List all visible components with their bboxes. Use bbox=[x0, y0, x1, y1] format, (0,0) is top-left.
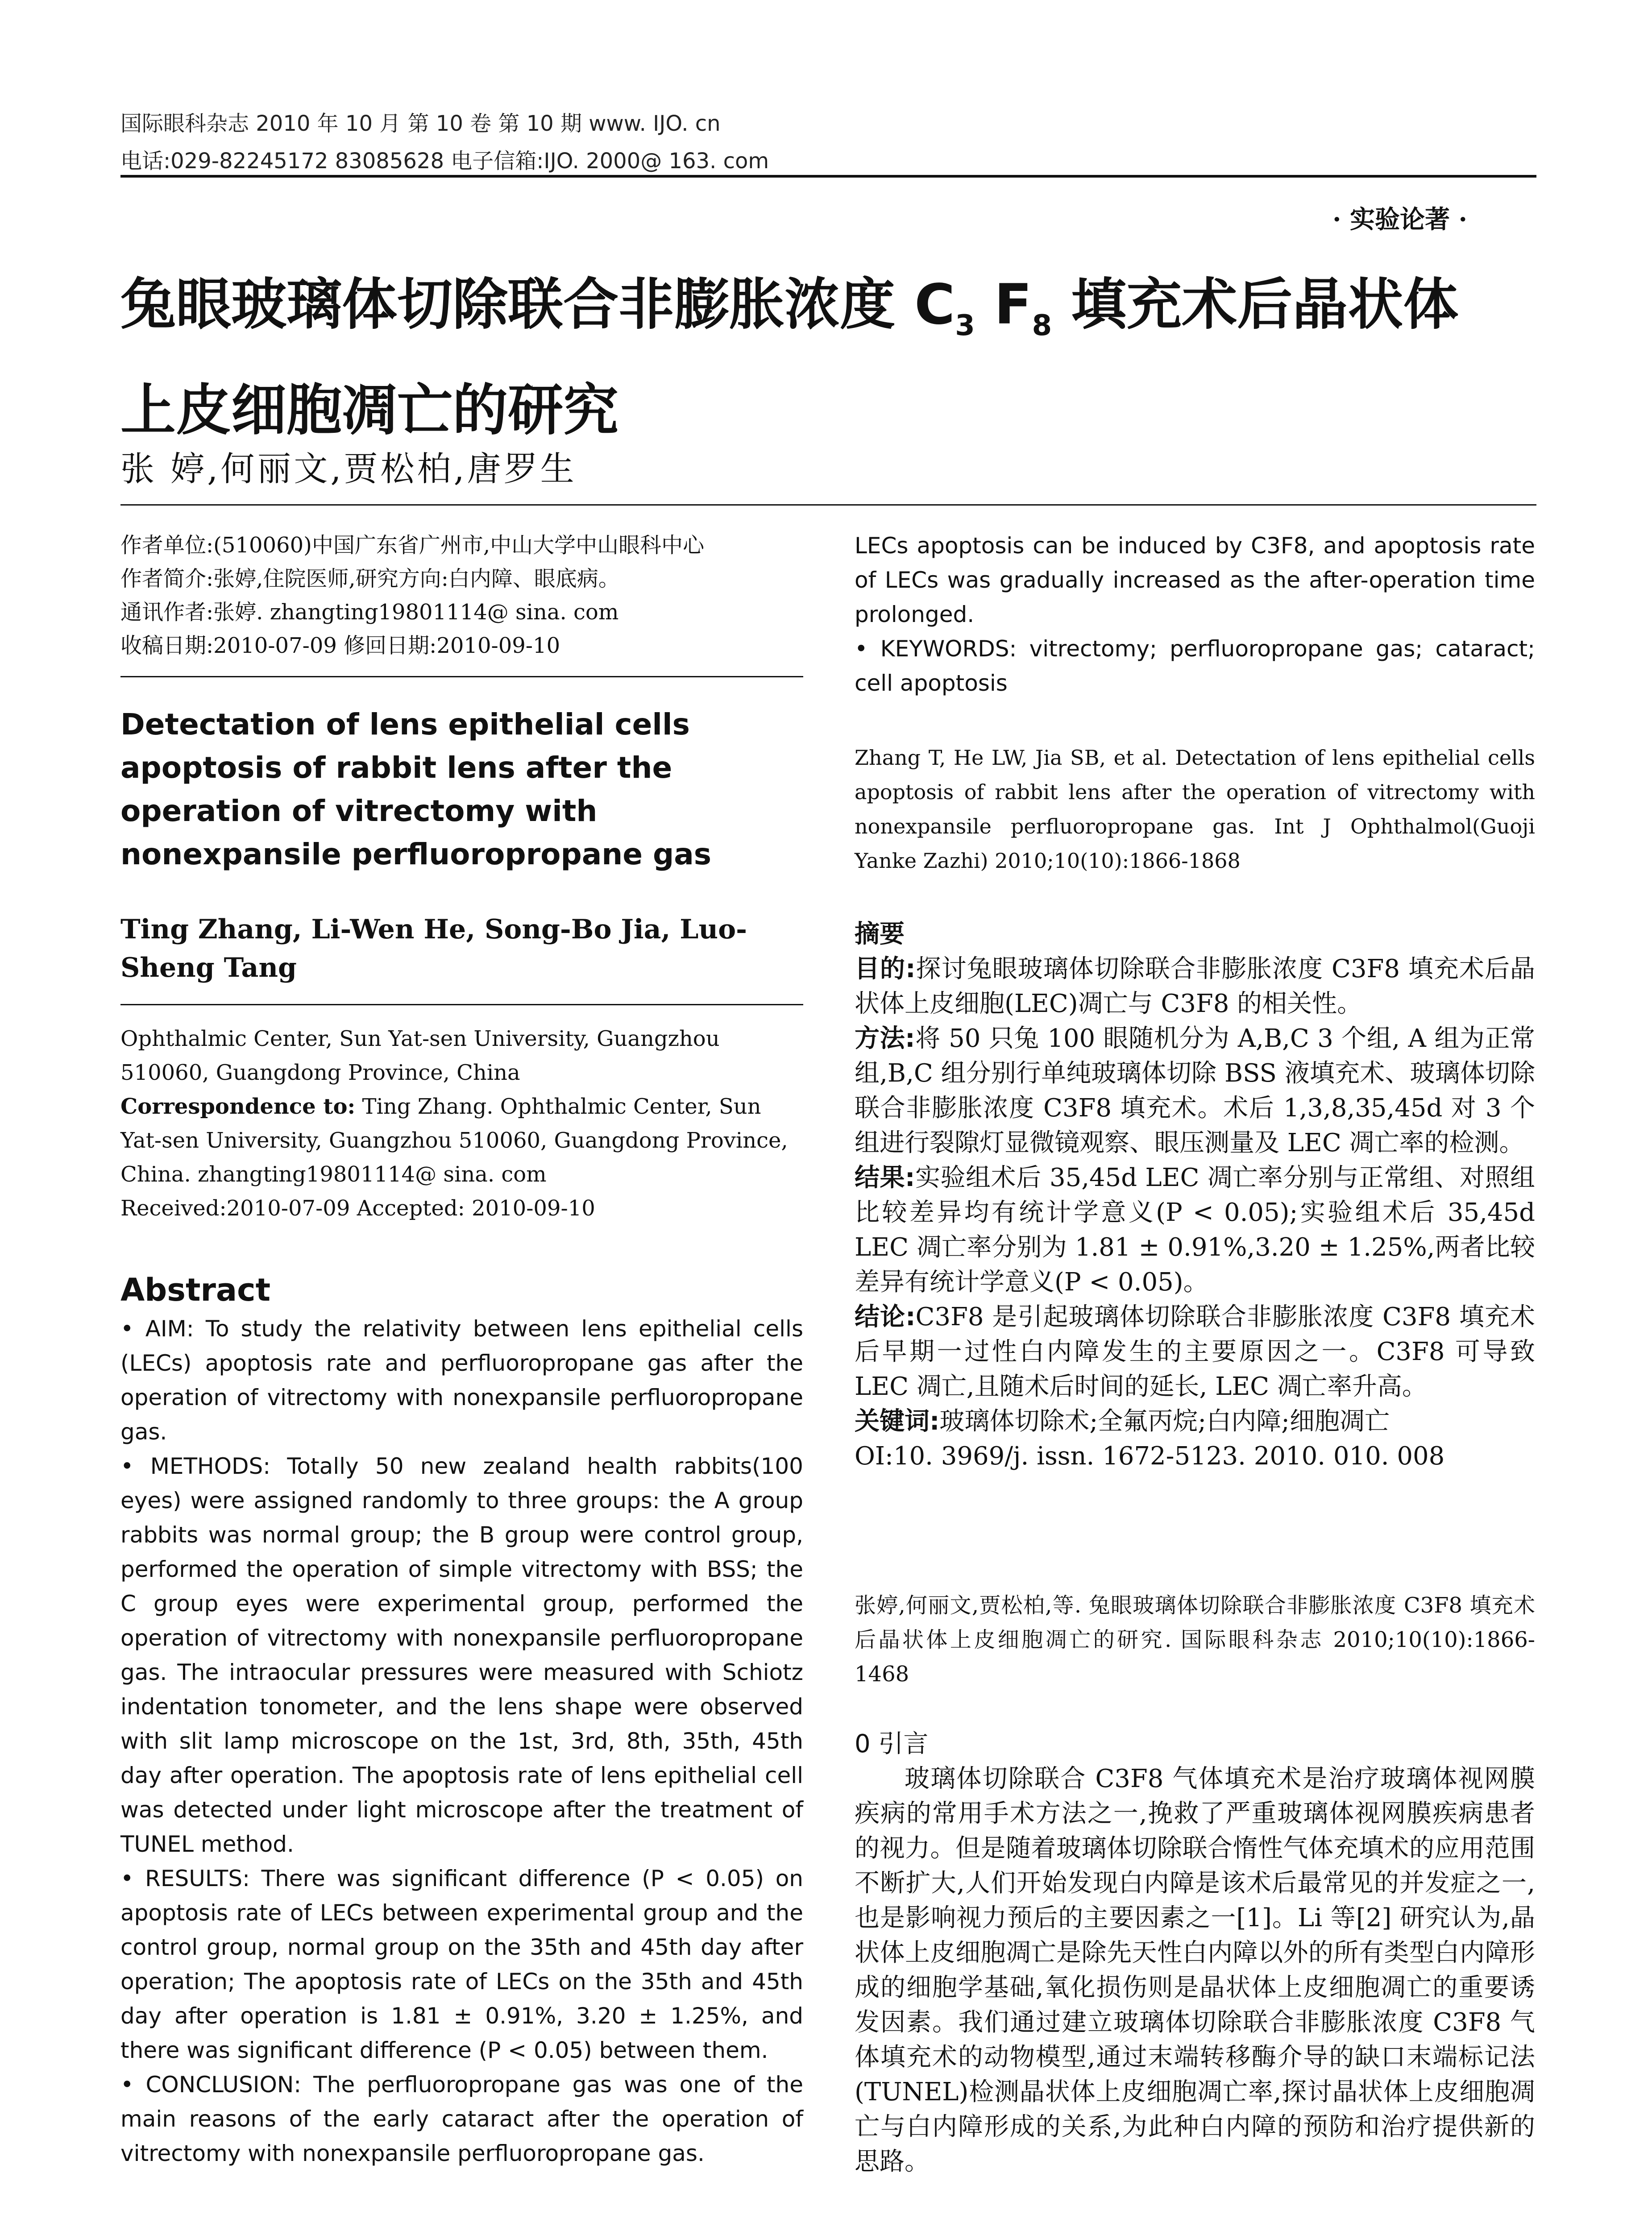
abstract-en bbox=[120, 1312, 803, 2171]
article-title bbox=[120, 262, 1548, 453]
journal-header-line2: 电话:029-82245172 83085628 电子信箱:IJO. 2000@ 163. com bbox=[120, 149, 769, 174]
abstract-cn-conclusion: 结论:C3F8 是引起玻璃体切除联合非膨胀浓度 C3F8 填充术后早期一过性白内障发生的主要原因之一。C3F8 可导致 LEC 凋亡,且随术后时间的延长, LEC 凋亡率升高。 bbox=[855, 1302, 1535, 1401]
abstract-cn-heading: 摘要 bbox=[855, 920, 905, 949]
authors-rule bbox=[120, 504, 1536, 506]
abstract-keywords: • KEYWORDS: vitrectomy; perfluoropropane gas; cataract; cell apoptosis bbox=[855, 636, 1535, 696]
section-tag: · 实验论著 · bbox=[1332, 205, 1467, 234]
abstract-cn-results: 结果:实验组术后 35,45d LEC 凋亡率分别与正常组、对照组比较差异均有统计学意义(P < 0.05);实验组术后 35,45d LEC 凋亡率分别为 1.81 ± 0.91%,3.20 ± 1.25%,两者比较差异有统计学意义(P < 0.05)。 bbox=[855, 1163, 1535, 1297]
journal-header-line1: 国际眼科杂志 2010 年 10 月 第 10 卷 第 10 期 www. IJO. cn bbox=[120, 111, 721, 136]
abstract-methods: • METHODS: Totally 50 new zealand health rabbits(100 eyes) were assigned randomly to three groups: the A group rabbits was normal group; the B group were control group, performed the operation of simple vitrectomy with BSS; the C group eyes were experimental group, performed the operation of vitrectomy with nonexpansile perfluoropropane gas. The intraocular pressures were measured with Schiotz indentation tonometer, and the lens shape were observed with slit lamp microscope on the 1st, 3rd, 8th, 35th, 45th day after operation. The apoptosis rate of lens epithelial cell was detected under light microscope after the treatment of TUNEL method. bbox=[120, 1453, 803, 1857]
affiliation: Ophthalmic Center, Sun Yat-sen University, Guangzhou 510060, Guangdong Province, China bbox=[120, 1026, 720, 1085]
meta-dates: 收稿日期:2010-07-09 修回日期:2010-09-10 bbox=[120, 633, 560, 658]
intro-paragraph: 玻璃体切除联合 C3F8 气体填充术是治疗玻璃体视网膜疾病的常用手术方法之一,挽救了严重玻璃体视网膜疾病患者的视力。但是随着玻璃体切除联合惰性气体充填术的应用范围不断扩大,人们开始发现白内障是该术后最常见的并发症之一,也是影响视力预后的主要因素之一[1]。Li 等[2] 研究认为,晶状体上皮细胞凋亡是除先天性白内障以外的所有类型白内障形成的细胞学基础,氧化损伤则是晶状体上皮细胞凋亡的重要诱发因素。我们通过建立玻璃体切除联合非膨胀浓度 C3F8 气体填充术的动物模型,通过末端转移酶介导的缺口末端标记法(TUNEL)检测晶状体上皮细胞凋亡率,探讨晶状体上皮细胞凋亡与白内障形成的关系,为此种白内障的预防和治疗提供新的思路。 bbox=[855, 1764, 1535, 2176]
meta-author-bio: 作者简介:张婷,住院医师,研究方向:白内障、眼底病。 bbox=[120, 566, 620, 591]
abstract-conclusion: • CONCLUSION: The perfluoropropane gas was one of the main reasons of the early cataract after the operation of vitrectomy with nonexpansile perfluoropropane gas. bbox=[120, 2072, 803, 2166]
abstract-heading: Abstract bbox=[120, 1272, 271, 1308]
abstract-cn-objective: 目的:探讨兔眼玻璃体切除联合非膨胀浓度 C3F8 填充术后晶状体上皮细胞(LEC)凋亡与 C3F8 的相关性。 bbox=[855, 954, 1535, 1018]
abstract-en-continued bbox=[855, 529, 1535, 701]
meta-rule bbox=[120, 676, 803, 677]
abstract-results: • RESULTS: There was significant difference (P < 0.05) on apoptosis rate of LECs between experimental group and the control group, normal group on the 35th and 45th day after operation; The apoptosis rate of LECs on the 35th and 45th day after operation is 1.81 ± 0.91%, 3.20 ± 1.25%, and there was significant difference (P < 0.05) between them. bbox=[120, 1866, 803, 2063]
abstract-conclusion-cont: LECs apoptosis can be induced by C3F8, and apoptosis rate of LECs was gradually increased as the after-operation time prolonged. bbox=[855, 533, 1535, 627]
citation-cn: 张婷,何丽文,贾松柏,等. 兔眼玻璃体切除联合非膨胀浓度 C3F8 填充术后晶状体上皮细胞凋亡的研究. 国际眼科杂志 2010;10(10):1866-1468 bbox=[855, 1593, 1535, 1687]
abstract-cn-keywords: 关键词:玻璃体切除术;全氟丙烷;白内障;细胞凋亡 bbox=[855, 1407, 1390, 1436]
authors-cn: 张 婷,何丽文,贾松柏,唐罗生 bbox=[120, 449, 577, 489]
english-authors: Ting Zhang, Li-Wen He, Song-Bo Jia, Luo-Sheng Tang bbox=[120, 914, 747, 983]
intro-heading: 0 引言 bbox=[855, 1729, 929, 1758]
abstract-cn-doi: OI:10. 3969/j. issn. 1672-5123. 2010. 010. 008 bbox=[855, 1442, 1445, 1471]
abstract-cn bbox=[855, 917, 1535, 1474]
meta-affiliation: 作者单位:(510060)中国广东省广州市,中山大学中山眼科中心 bbox=[120, 533, 705, 558]
meta-correspondence: 通讯作者:张婷. zhangting19801114@ sina. com bbox=[120, 600, 619, 625]
en-authors-rule bbox=[120, 1004, 803, 1005]
header-rule bbox=[120, 175, 1536, 178]
affiliation-block bbox=[120, 1022, 803, 1225]
abstract-cn-methods: 方法:将 50 只兔 100 眼随机分为 A,B,C 3 个组, A 组为正常组,B,C 组分别行单纯玻璃体切除 BSS 液填充术、玻璃体切除联合非膨胀浓度 C3F8 填充术。术后 1,3,8,35,45d 对 3 个组进行裂隙灯显微镜观察、眼压测量及 LEC 凋亡率的检测。 bbox=[855, 1024, 1535, 1157]
meta-cn bbox=[120, 529, 808, 663]
dates-en: Received:2010-07-09 Accepted: 2010-09-10 bbox=[120, 1196, 595, 1221]
title-line1: 兔眼玻璃体切除联合非膨胀浓度 $C_3$ $F_8$ 填充术后晶状体 bbox=[120, 273, 1459, 342]
correspondence: Correspondence to: Ting Zhang. Ophthalmic Center, Sun Yat-sen University, Guangzhou 510060, Guangdong Province, China. zhangting19801114@ sina. com bbox=[120, 1094, 788, 1187]
title-line2: 上皮细胞凋亡的研究 bbox=[120, 378, 619, 443]
english-title: Detectation of lens epithelial cells apoptosis of rabbit lens after the operation of vitrectomy with nonexpansile perfluoropropane gas bbox=[120, 707, 712, 871]
introduction bbox=[855, 1727, 1535, 2179]
citation-en: Zhang T, He LW, Jia SB, et al. Detectation of lens epithelial cells apoptosis of rabbit lens after the operation of vitrectomy with nonexpansile perfluoropropane gas. Int J Ophthalmol(Guoji Yanke Zazhi) 2010;10(10):1866-1868 bbox=[855, 746, 1535, 873]
abstract-aim: • AIM: To study the relativity between lens epithelial cells (LECs) apoptosis rate and perfluoropropane gas after the operation of vitrectomy with nonexpansile perfluoropropane gas. bbox=[120, 1316, 803, 1445]
